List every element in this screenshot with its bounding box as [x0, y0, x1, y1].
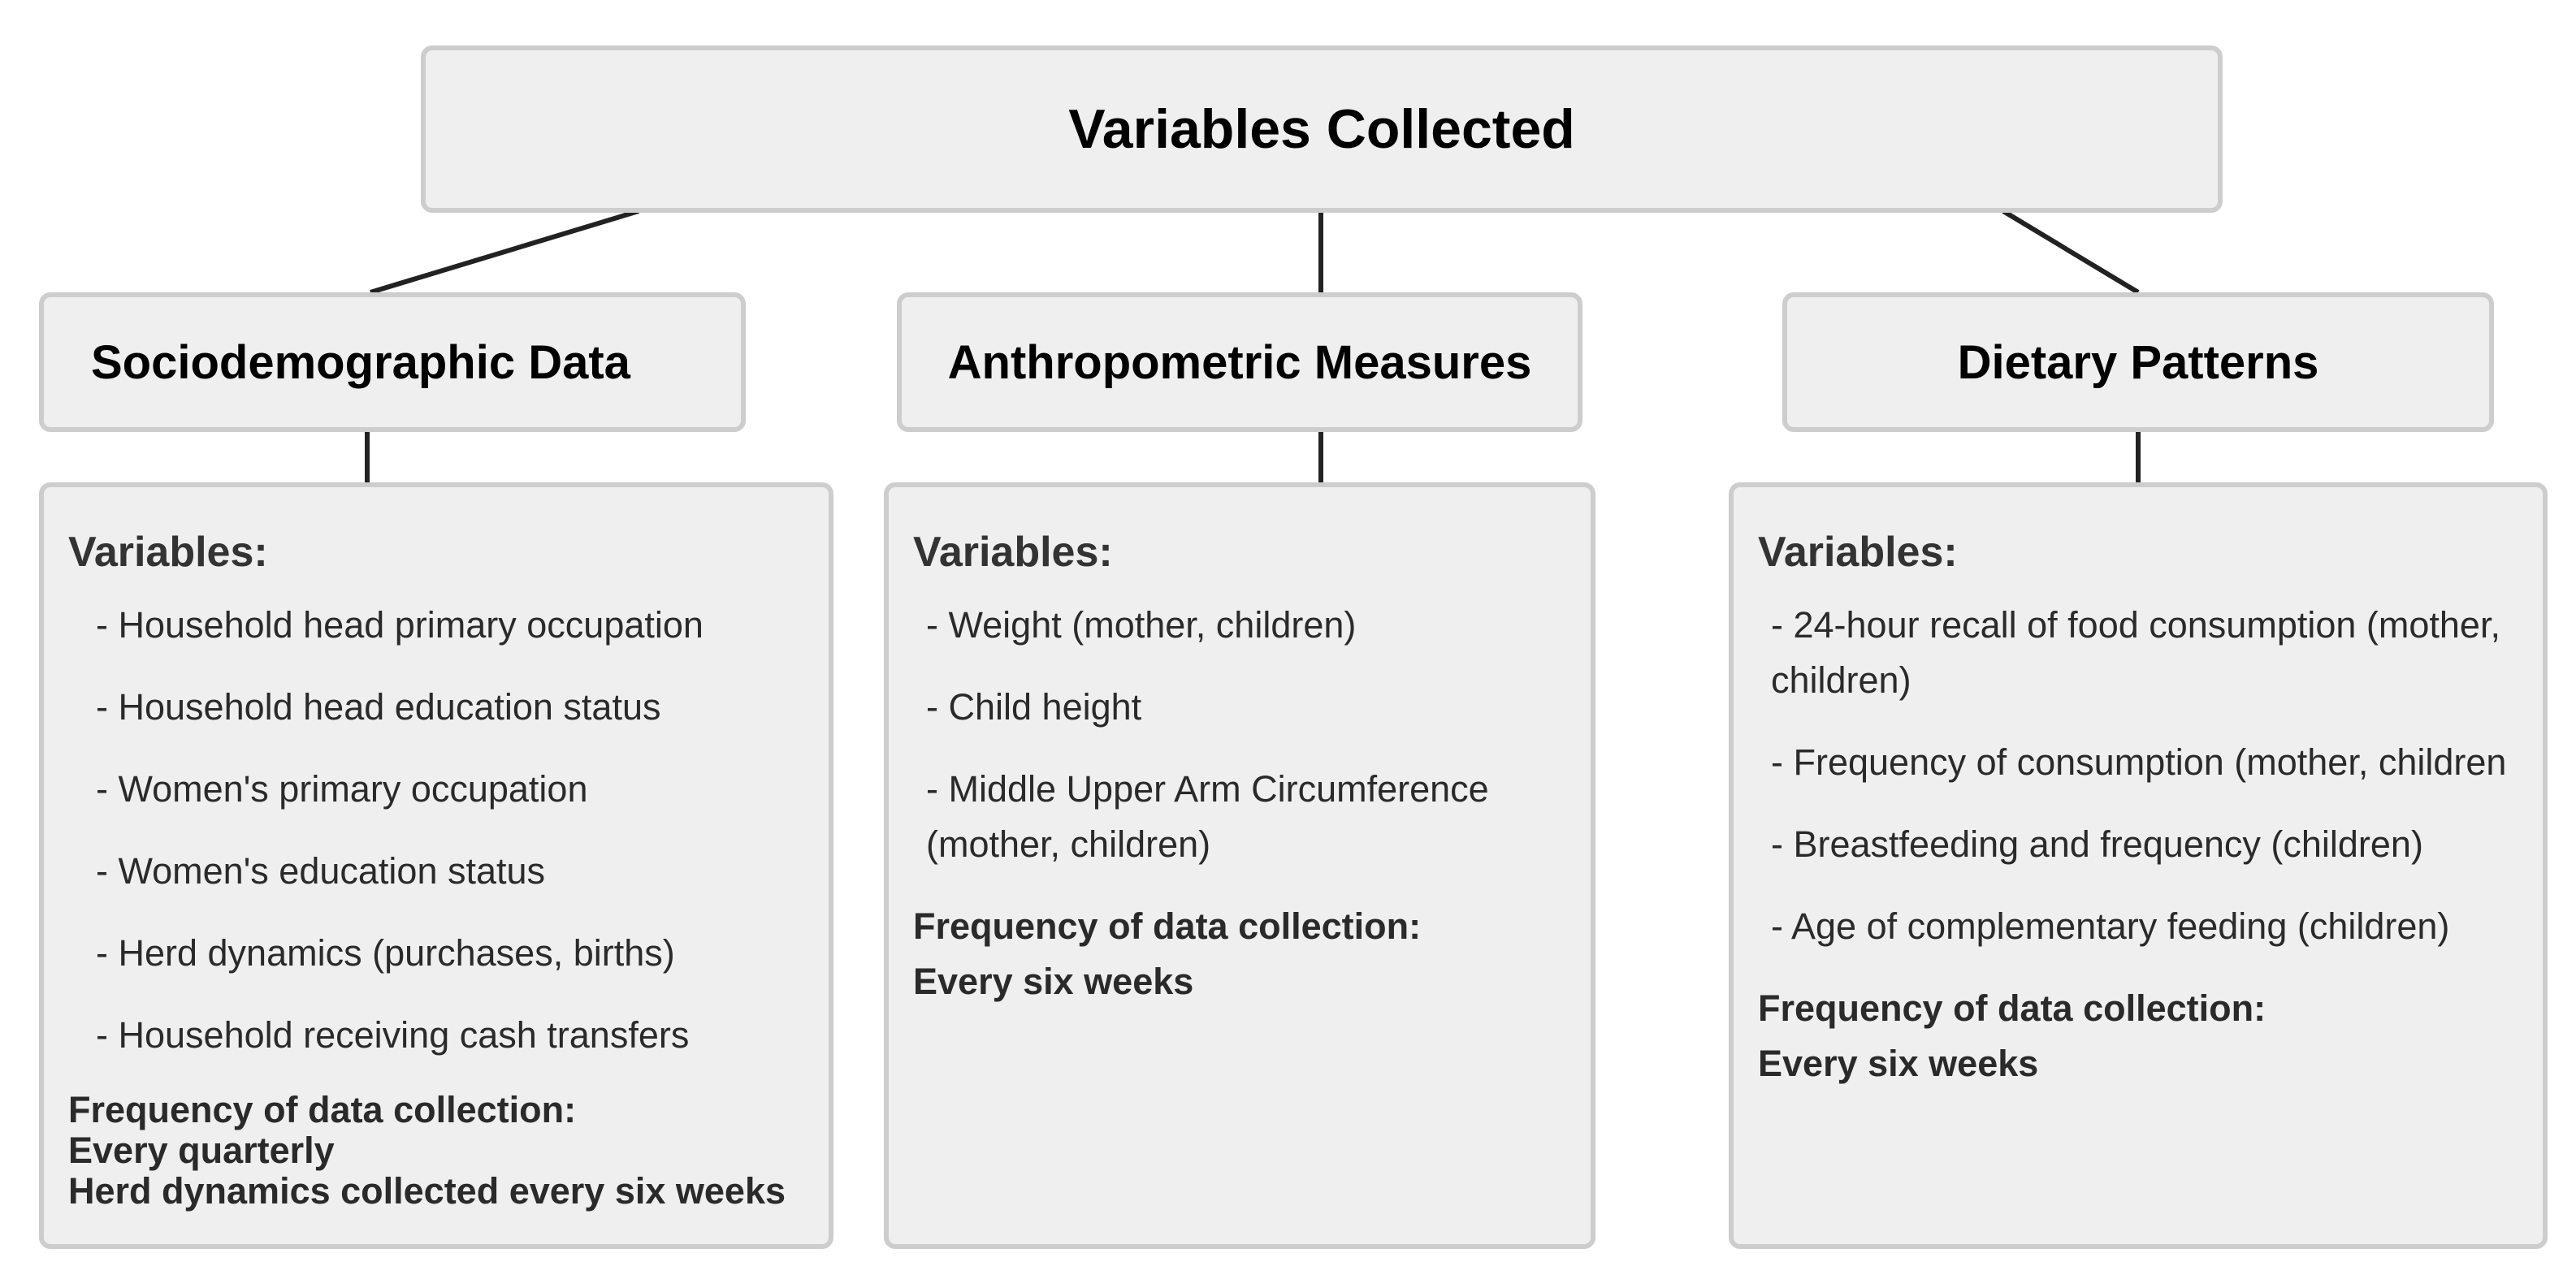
- variable-item: - Age of complementary feeding (children): [1771, 905, 2450, 947]
- variable-item: - 24-hour recall of food consumption (mother, children): [1771, 604, 2500, 701]
- frequency-block: [68, 1090, 807, 1212]
- variables-heading: Variables:: [68, 529, 268, 576]
- frequency-label: Frequency of data collection:: [913, 905, 1422, 947]
- variable-item: - Household head education status: [96, 686, 661, 728]
- variables-list: [913, 598, 1569, 872]
- variable-item: - Frequency of consumption (mother, children: [1771, 741, 2507, 783]
- variable-item: - Women's primary occupation: [96, 768, 588, 810]
- diagram-title: Variables Collected: [1068, 98, 1575, 160]
- variables-list: [68, 598, 807, 1063]
- details-node-sociodemographic: [39, 482, 833, 1249]
- frequency-label: Frequency of data collection:: [1758, 987, 2266, 1029]
- category-title: Sociodemographic Data: [91, 335, 630, 389]
- frequency-block: [1758, 981, 2522, 1091]
- variable-item: - Child height: [926, 686, 1142, 728]
- frequency-block: [913, 899, 1569, 1009]
- variable-item: - Herd dynamics (purchases, births): [96, 932, 675, 974]
- variable-item: - Middle Upper Arm Circumference (mother, children): [926, 768, 1489, 865]
- title-node: [421, 45, 2223, 213]
- variables-heading: Variables:: [1758, 529, 1958, 576]
- frequency-line: Every six weeks: [913, 961, 1194, 1002]
- variables-list: [1758, 598, 2522, 954]
- variable-item: - Weight (mother, children): [926, 604, 1357, 646]
- frequency-line: Every six weeks: [1758, 1043, 2039, 1084]
- frequency-line: Every quarterly: [68, 1130, 335, 1171]
- variables-heading: Variables:: [913, 529, 1113, 576]
- variable-item: - Household receiving cash transfers: [96, 1014, 690, 1056]
- category-node-dietary: [1782, 292, 2494, 432]
- variable-item: - Breastfeeding and frequency (children): [1771, 823, 2423, 865]
- connector-title-to-dietary: [2003, 211, 2138, 292]
- frequency-line: Herd dynamics collected every six weeks: [68, 1170, 786, 1212]
- variable-item: - Household head primary occupation: [96, 604, 704, 646]
- category-title: Anthropometric Measures: [947, 335, 1532, 389]
- details-node-dietary: [1729, 482, 2548, 1249]
- details-node-anthropometric: [884, 482, 1595, 1249]
- category-node-sociodemographic: [39, 292, 746, 432]
- connector-title-to-sociodemographic: [370, 211, 639, 292]
- category-node-anthropometric: [897, 292, 1582, 432]
- variable-item: - Women's education status: [96, 850, 546, 892]
- frequency-label: Frequency of data collection:: [68, 1089, 577, 1130]
- category-title: Dietary Patterns: [1957, 335, 2319, 389]
